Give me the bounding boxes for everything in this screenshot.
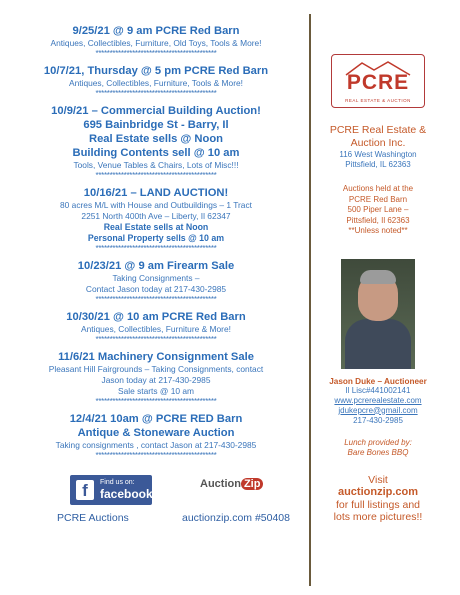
event-detail: Contact Jason today at 217-430-2985: [85, 284, 227, 294]
event-block: [22, 24, 290, 58]
event-block: [22, 412, 290, 460]
auctionzip-link[interactable]: auctionzip.com: [337, 486, 419, 498]
star-separator: *******************************************: [95, 336, 217, 344]
company-name: PCRE Real Estate & Auction Inc.: [329, 124, 427, 149]
facebook-small-text: Find us on:: [100, 479, 135, 486]
event-block: [22, 186, 290, 253]
zip-word: Zip: [241, 478, 264, 490]
event-heading: 9/25/21 @ 9 am PCRE Red Barn: [72, 25, 240, 37]
auctioneer-contact: [314, 386, 442, 426]
license-number: Il Lisc#441002141: [345, 385, 411, 395]
event-block: [22, 259, 290, 304]
logo-word: PCRE: [346, 71, 410, 94]
website-link[interactable]: www.pcrerealestate.com: [334, 395, 422, 405]
facebook-word: facebook.: [100, 487, 157, 501]
event-detail: Tools, Venue Tables & Chairs, Lots of Misc!!!: [73, 160, 239, 170]
divider-line: [309, 14, 311, 586]
event-detail: Pleasant Hill Fairgrounds – Taking Consignments, contact: [48, 364, 264, 374]
facebook-caption: PCRE Auctions: [57, 512, 129, 524]
event-heading: 12/4/21 10am @ PCRE RED Barn: [69, 413, 243, 425]
auctionzip-caption: auctionzip.com #50408: [182, 512, 290, 524]
event-heading: 10/7/21, Thursday @ 5 pm PCRE Red Barn: [43, 65, 269, 77]
auctioneer-photo: [341, 259, 415, 369]
visit-note: Visit auctionzip.com for full listings and lots more pictures!!: [333, 473, 423, 523]
auction-location: Auctions held at the PCRE Red Barn 500 Piper Lane – Pittsfield, Il 62363 **Unless noted**: [342, 184, 414, 235]
event-detail: Taking consignments , contact Jason at 217-430-2985: [55, 440, 257, 450]
event-block: [22, 104, 290, 180]
event-heading: 10/30/21 @ 10 am PCRE Red Barn: [66, 311, 246, 323]
star-separator: *******************************************: [95, 245, 217, 253]
pcre-logo: [331, 54, 425, 108]
star-separator: *******************************************: [95, 296, 217, 304]
event-block: [22, 310, 290, 344]
event-block: [22, 350, 290, 406]
event-detail: 80 acres M/L with House and Outbuildings – 1 Tract: [60, 200, 252, 210]
facebook-icon: f: [76, 480, 94, 500]
events-column: [22, 24, 290, 466]
event-heading: Real Estate sells @ Noon: [88, 133, 223, 145]
auctioneer-name: Jason Duke – Auctioneer: [329, 376, 427, 386]
event-detail: Antiques, Collectibles, Furniture & More!: [81, 324, 231, 334]
event-heading: Antique & Stoneware Auction: [77, 427, 235, 439]
event-heading: 11/6/21 Machinery Consignment Sale: [58, 351, 254, 363]
facebook-badge[interactable]: [70, 475, 157, 505]
event-detail: Sale starts @ 10 am: [118, 386, 194, 396]
event-detail: Personal Property sells @ 10 am: [87, 233, 225, 243]
event-block: [22, 64, 290, 98]
event-detail: Taking Consignments –: [112, 273, 200, 283]
event-heading: 10/16/21 – LAND AUCTION!: [83, 187, 229, 199]
phone-number: 217-430-2985: [353, 415, 403, 425]
auctionzip-word: Auction: [200, 478, 241, 490]
event-detail: 2251 North 400th Ave – Liberty, Il 62347: [81, 211, 231, 221]
star-separator: *******************************************: [95, 172, 217, 180]
logo-tagline: REAL ESTATE & AUCTION: [345, 98, 411, 103]
event-heading: 10/23/21 @ 9 am Firearm Sale: [77, 260, 235, 272]
event-detail: Real Estate sells at Noon: [103, 222, 209, 232]
auctionzip-logo[interactable]: [200, 478, 278, 500]
event-heading: 10/9/21 – Commercial Building Auction!: [51, 105, 261, 117]
event-detail: Antiques, Collectibles, Furniture, Tools & More!: [69, 78, 243, 88]
event-heading: Building Contents sell @ 10 am: [72, 147, 240, 159]
star-separator: *******************************************: [95, 50, 217, 58]
lunch-note: Lunch provided by: Bare Bones BBQ: [344, 437, 412, 457]
company-address: 116 West Washington Pittsfield, IL 62363: [339, 150, 417, 169]
email-link[interactable]: jdukepcre@gmail.com: [338, 405, 418, 415]
event-detail: Jason today at 217-430-2985: [101, 375, 211, 385]
star-separator: *******************************************: [95, 452, 217, 460]
event-detail: Antiques, Collectibles, Furniture, Old Toys, Tools & More!: [50, 38, 262, 48]
star-separator: *******************************************: [95, 90, 217, 98]
event-heading: 695 Bainbridge St - Barry, Il: [83, 119, 229, 131]
star-separator: *******************************************: [95, 398, 217, 406]
info-column: [314, 40, 442, 524]
